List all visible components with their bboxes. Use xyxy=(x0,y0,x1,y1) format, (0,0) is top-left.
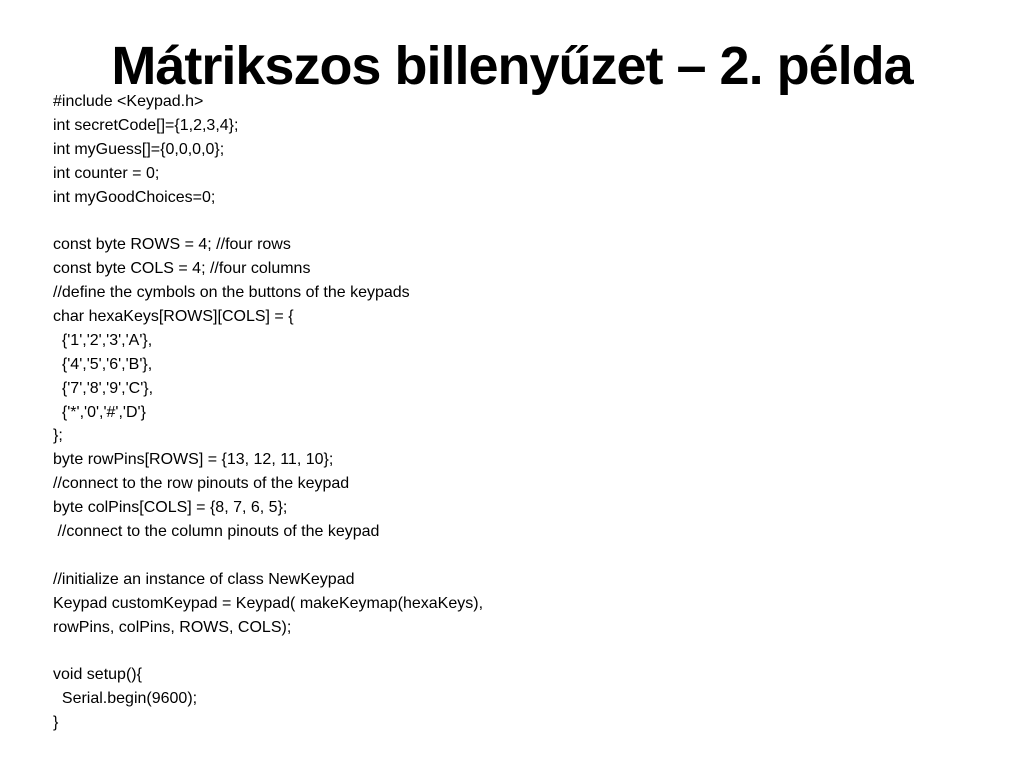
code-line: //connect to the row pinouts of the keypad xyxy=(53,475,350,493)
code-line: }; xyxy=(53,427,63,445)
code-line: char hexaKeys[ROWS][COLS] = { xyxy=(53,308,294,326)
code-line: int secretCode[]={1,2,3,4}; xyxy=(53,116,239,134)
code-line: //initialize an instance of class NewKeypad xyxy=(53,570,355,588)
slide-title: Mátrikszos billenyűzet – 2. példa xyxy=(111,36,913,96)
code-line: //define the cymbols on the buttons of the keypads xyxy=(53,284,410,302)
code-line: byte rowPins[ROWS] = {13, 12, 11, 10}; xyxy=(53,451,334,469)
code-line: void setup(){ xyxy=(53,666,142,684)
code-line xyxy=(53,209,993,233)
code-line: rowPins, colPins, ROWS, COLS); xyxy=(53,618,292,636)
code-line: int myGuess[]={0,0,0,0}; xyxy=(53,140,225,158)
code-line: const byte ROWS = 4; //four rows xyxy=(53,236,291,254)
code-line: {'1','2','3','A'}, xyxy=(53,331,153,349)
code-block xyxy=(53,90,993,735)
code-line: Keypad customKeypad = Keypad( makeKeymap(hexaKeys), xyxy=(53,594,484,612)
code-line: } xyxy=(53,714,59,732)
code-line: Serial.begin(9600); xyxy=(53,690,198,708)
code-line: {'*','0','#','D'} xyxy=(53,403,146,421)
code-line xyxy=(53,639,993,663)
code-line: {'4','5','6','B'}, xyxy=(53,355,153,373)
code-line: {'7','8','9','C'}, xyxy=(53,379,154,397)
code-line: //connect to the column pinouts of the keypad xyxy=(53,523,380,541)
code-line: const byte COLS = 4; //four columns xyxy=(53,260,311,278)
code-line: int myGoodChoices=0; xyxy=(53,188,216,206)
code-line: int counter = 0; xyxy=(53,164,160,182)
code-line xyxy=(53,544,993,568)
code-line: byte colPins[COLS] = {8, 7, 6, 5}; xyxy=(53,499,288,517)
code-line: #include <Keypad.h> xyxy=(53,93,204,110)
